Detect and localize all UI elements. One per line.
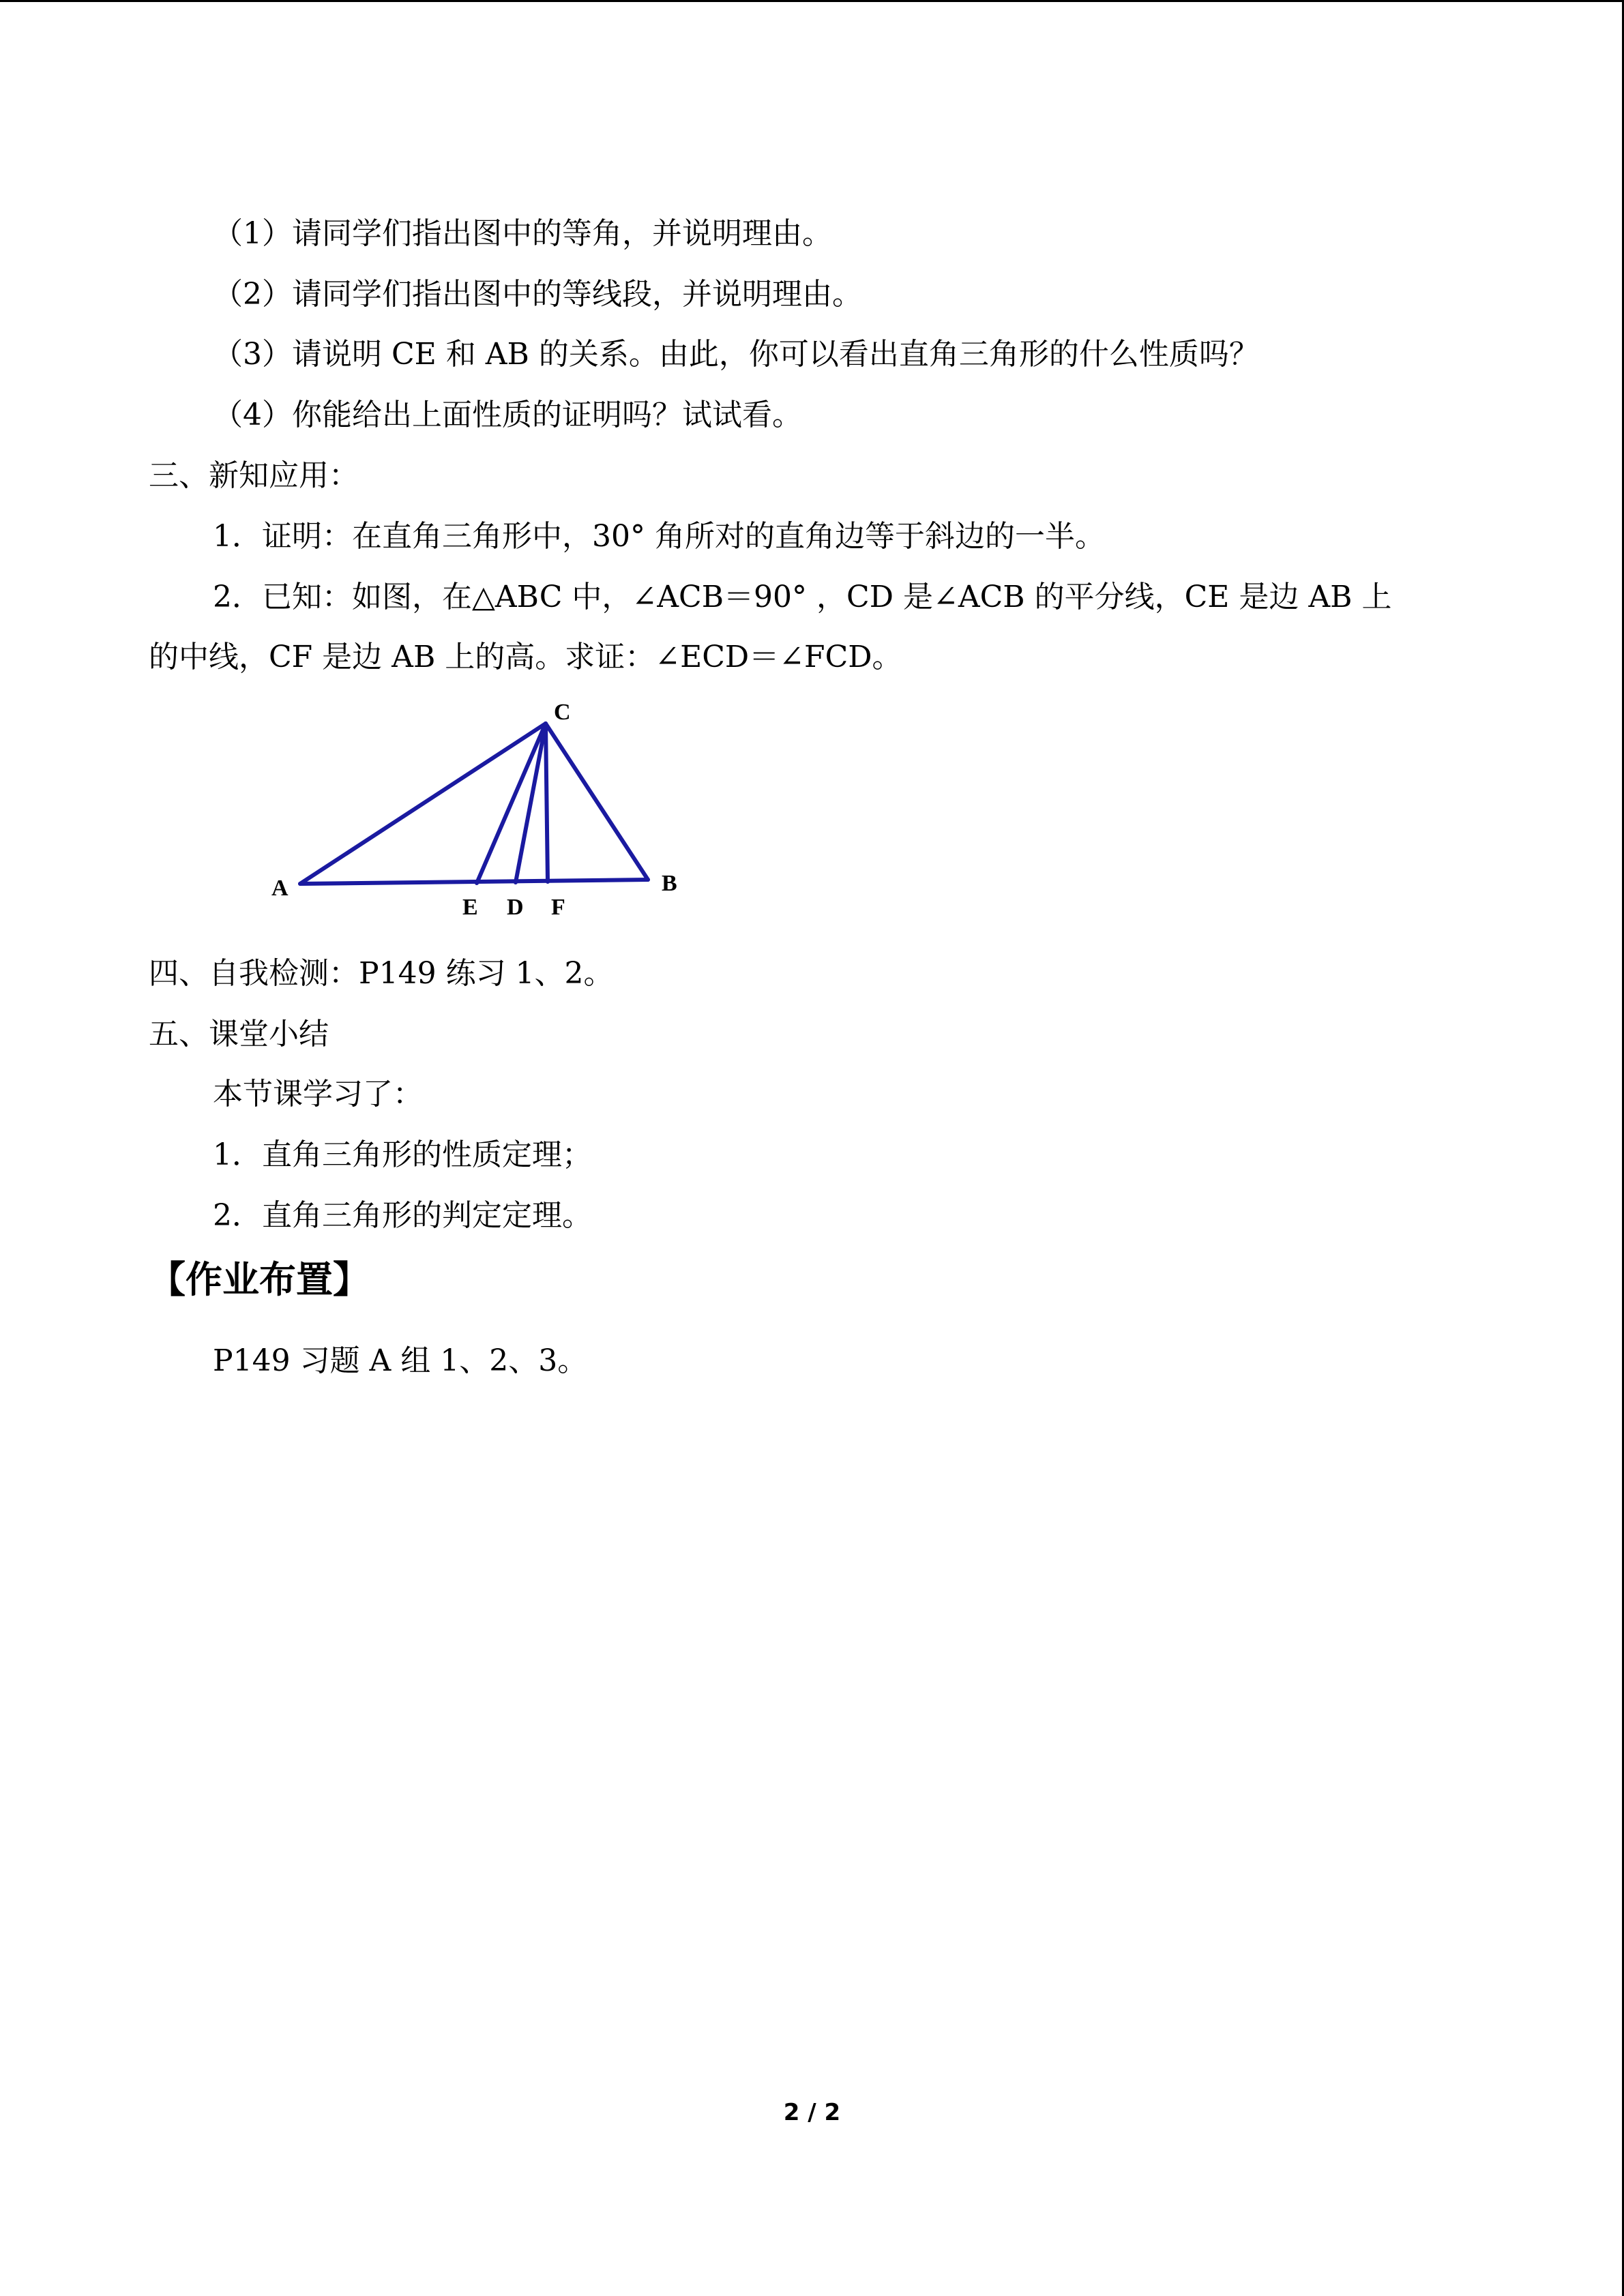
section-4-title: 四、自我检测：P149 练习 1、2。 — [149, 956, 614, 991]
segment-cf — [546, 724, 548, 882]
segment-ab — [300, 880, 648, 884]
segment-cb — [546, 724, 648, 880]
segment-ac — [300, 724, 546, 884]
label-a: A — [271, 876, 289, 901]
top-border — [0, 0, 1624, 2]
summary-item-2: 2．直角三角形的判定定理。 — [213, 1198, 592, 1233]
label-d: D — [507, 895, 524, 920]
section-3-item-1: 1．证明：在直角三角形中，30° 角所对的直角边等于斜边的一半。 — [213, 519, 1105, 554]
label-b: B — [662, 871, 677, 896]
segment-cd — [516, 724, 546, 882]
question-4: （4）你能给出上面性质的证明吗？试试看。 — [213, 398, 802, 432]
triangle-figure — [259, 699, 696, 931]
section-5-title: 五、课堂小结 — [149, 1017, 329, 1052]
section-3-title: 三、新知应用： — [149, 458, 359, 493]
label-c: C — [554, 700, 571, 725]
homework-heading: 【作业布置】 — [149, 1258, 370, 1301]
label-f: F — [551, 895, 565, 920]
section-3-item-2-line-2: 的中线，CF 是边 AB 上的高。求证：∠ECD＝∠FCD。 — [149, 640, 902, 674]
question-2: （2）请同学们指出图中的等线段，并说明理由。 — [213, 277, 862, 312]
page-number: 2 / 2 — [783, 2099, 841, 2126]
homework-content: P149 习题 A 组 1、2、3。 — [213, 1343, 588, 1378]
summary-item-1: 1．直角三角形的性质定理； — [213, 1137, 592, 1172]
question-1: （1）请同学们指出图中的等角，并说明理由。 — [213, 216, 832, 251]
summary-intro: 本节课学习了： — [213, 1077, 423, 1112]
section-3-item-2-line-1: 2．已知：如图，在△ABC 中，∠ACB＝90° ，CD 是∠ACB 的平分线，CE 是边 AB 上 — [213, 580, 1392, 614]
question-3: （3）请说明 CE 和 AB 的关系。由此，你可以看出直角三角形的什么性质吗？ — [213, 337, 1259, 372]
label-e: E — [462, 895, 478, 920]
